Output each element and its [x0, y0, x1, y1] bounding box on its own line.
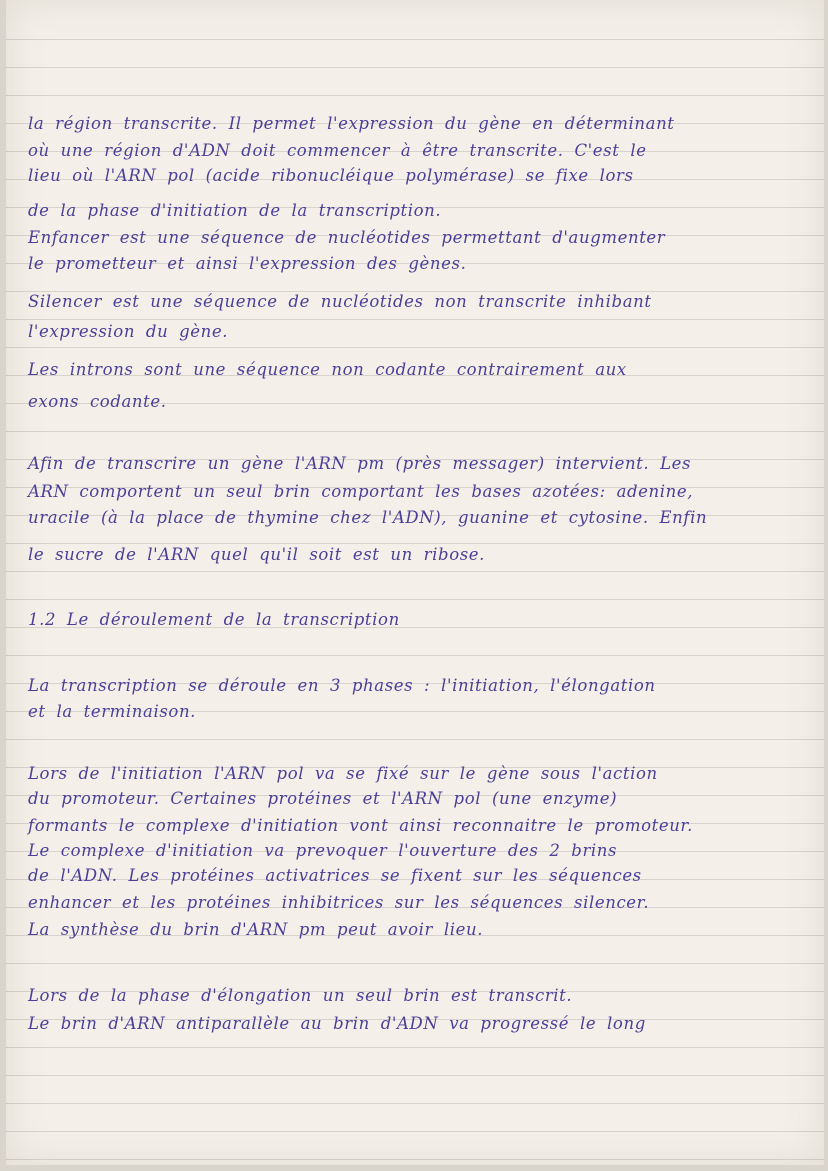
text-line: formants le complexe d'initiation vont ainsi reconnaitre le promoteur. — [28, 816, 693, 835]
text-line: Le complexe d'initiation va prevoquer l'ouverture des 2 brins — [28, 841, 618, 860]
text-line: Afin de transcrire un gène l'ARN pm (près messager) intervient. Les — [28, 454, 692, 473]
text-line: Le brin d'ARN antiparallèle au brin d'ADN va progressé le long — [28, 1014, 646, 1033]
text-line: Enfancer est une séquence de nucléotides permettant d'augmenter — [28, 228, 666, 247]
text-line: et la terminaison. — [28, 702, 197, 721]
text-line: ARN comportent un seul brin comportant les bases azotées: adenine, — [28, 482, 694, 501]
text-line: le sucre de l'ARN quel qu'il soit est un ribose. — [28, 545, 486, 564]
text-line: Lors de la phase d'élongation un seul brin est transcrit. — [28, 986, 573, 1005]
text-line: enhancer et les protéines inhibitrices sur les séquences silencer. — [28, 893, 650, 912]
text-line: uracile (à la place de thymine chez l'ADN), guanine et cytosine. Enfin — [28, 508, 708, 527]
text-line: la région transcrite. Il permet l'expression du gène en déterminant — [28, 114, 675, 133]
notebook-page — [6, 0, 824, 1165]
text-line: Silencer est une séquence de nucléotides non transcrite inhibant — [28, 292, 652, 311]
text-line: Les introns sont une séquence non codante contrairement aux — [28, 360, 627, 379]
text-line: l'expression du gène. — [28, 322, 229, 341]
text-line: lieu où l'ARN pol (acide ribonucléique polymérase) se fixe lors — [28, 166, 634, 185]
text-line: du promoteur. Certaines protéines et l'ARN pol (une enzyme) — [28, 789, 618, 808]
text-line: Lors de l'initiation l'ARN pol va se fixé sur le gène sous l'action — [28, 764, 658, 783]
text-line: La synthèse du brin d'ARN pm peut avoir lieu. — [28, 920, 484, 939]
section-heading: 1.2 Le déroulement de la transcription — [28, 610, 400, 629]
text-line: où une région d'ADN doit commencer à être transcrite. C'est le — [28, 141, 647, 160]
text-line: exons codante. — [28, 392, 167, 411]
text-line: de la phase d'initiation de la transcription. — [28, 201, 442, 220]
text-line: de l'ADN. Les protéines activatrices se fixent sur les séquences — [28, 866, 642, 885]
text-line: le prometteur et ainsi l'expression des gènes. — [28, 254, 467, 273]
text-line: La transcription se déroule en 3 phases : l'initiation, l'élongation — [28, 676, 656, 695]
